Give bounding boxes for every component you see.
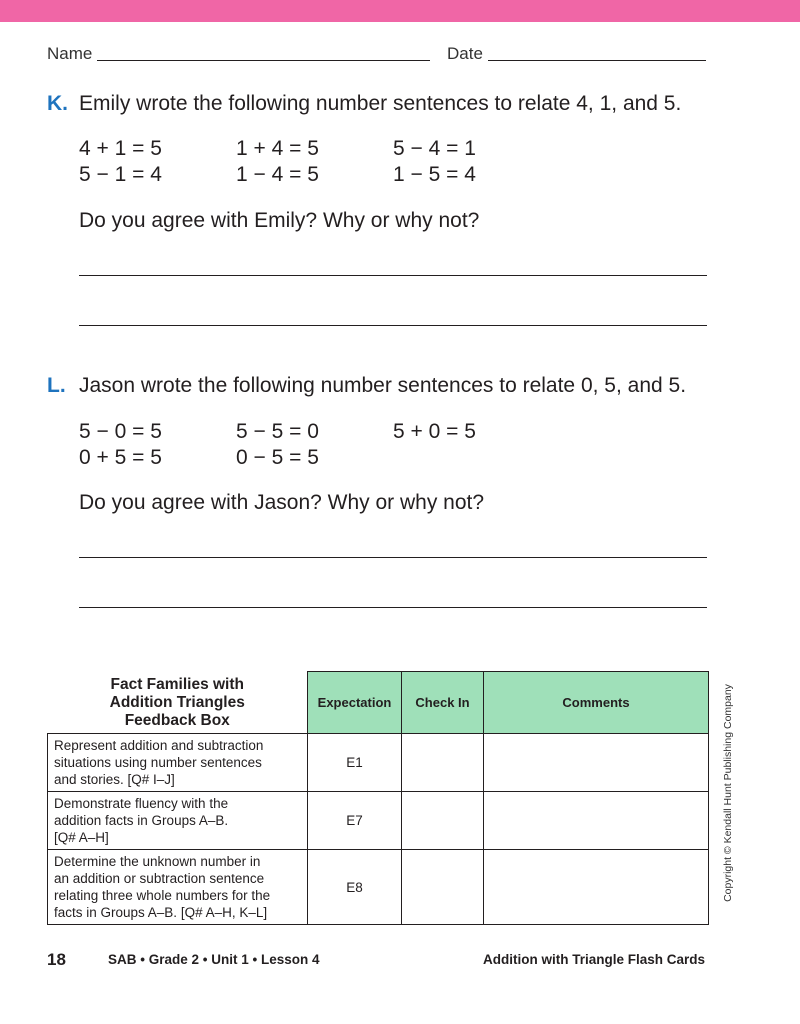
question-l-sentence: 0 − 5 = 5 xyxy=(236,446,319,469)
row-description-line: and stories. [Q# I–J] xyxy=(54,772,175,787)
feedback-box-table xyxy=(47,671,709,925)
row-description-line: situations using number sentences xyxy=(54,755,262,770)
question-l-sentence: 5 − 0 = 5 xyxy=(79,420,162,443)
row-description-line: an addition or subtraction sentence xyxy=(54,871,265,886)
question-k-sentence: 4 + 1 = 5 xyxy=(79,137,162,160)
row-expectation: E1 xyxy=(308,734,402,792)
row-description xyxy=(48,850,308,925)
page-number: 18 xyxy=(47,950,66,969)
name-line[interactable] xyxy=(97,60,430,61)
question-k-sentence: 1 + 4 = 5 xyxy=(236,137,319,160)
answer-line[interactable] xyxy=(79,557,707,558)
column-header-check-in: Check In xyxy=(402,672,484,734)
answer-line[interactable] xyxy=(79,275,707,276)
row-expectation: E8 xyxy=(308,850,402,925)
question-l-sentence: 5 + 0 = 5 xyxy=(393,420,476,443)
date-label: Date xyxy=(447,44,483,63)
feedback-box-title-line: Fact Families with xyxy=(110,676,244,694)
row-description-line: addition facts in Groups A–B. xyxy=(54,813,229,828)
question-l-sentence: 5 − 5 = 0 xyxy=(236,420,319,443)
row-description-line: [Q# A–H] xyxy=(54,830,109,845)
question-k-letter: K. xyxy=(47,92,68,115)
question-k-sentence: 1 − 4 = 5 xyxy=(236,163,319,186)
row-description-line: Determine the unknown number in xyxy=(54,854,261,869)
feedback-box-title xyxy=(48,672,308,734)
column-header-comments: Comments xyxy=(484,672,709,734)
question-l-sentence: 0 + 5 = 5 xyxy=(79,446,162,469)
comments-cell[interactable] xyxy=(484,734,709,792)
copyright-text: Copyright © Kendall Hunt Publishing Company xyxy=(722,684,734,902)
footer-course: SAB • Grade 2 • Unit 1 • Lesson 4 xyxy=(108,952,320,967)
top-color-band xyxy=(0,0,800,22)
row-description xyxy=(48,792,308,850)
question-l-prompt: Jason wrote the following number sentences to relate 0, 5, and 5. xyxy=(79,374,687,397)
check-in-cell[interactable] xyxy=(402,734,484,792)
question-k-sentence: 5 − 1 = 4 xyxy=(79,163,162,186)
row-description-line: Represent addition and subtraction xyxy=(54,738,264,753)
question-k-follow-up: Do you agree with Emily? Why or why not? xyxy=(79,209,480,232)
name-label: Name xyxy=(47,44,93,63)
question-k-prompt: Emily wrote the following number sentences to relate 4, 1, and 5. xyxy=(79,92,682,115)
question-l-follow-up: Do you agree with Jason? Why or why not? xyxy=(79,491,485,514)
row-description-line: facts in Groups A–B. [Q# A–H, K–L] xyxy=(54,905,268,920)
comments-cell[interactable] xyxy=(484,850,709,925)
check-in-cell[interactable] xyxy=(402,792,484,850)
question-k-sentence: 1 − 5 = 4 xyxy=(393,163,476,186)
footer-lesson-title: Addition with Triangle Flash Cards xyxy=(482,952,705,967)
row-description-line: Demonstrate fluency with the xyxy=(54,796,229,811)
comments-cell[interactable] xyxy=(484,792,709,850)
question-l-letter: L. xyxy=(47,374,66,397)
feedback-box-title-line: Addition Triangles xyxy=(109,694,245,712)
answer-line[interactable] xyxy=(79,325,707,326)
row-expectation: E7 xyxy=(308,792,402,850)
answer-line[interactable] xyxy=(79,607,707,608)
column-header-expectation: Expectation xyxy=(308,672,402,734)
question-k-sentence: 5 − 4 = 1 xyxy=(393,137,476,160)
row-description-line: relating three whole numbers for the xyxy=(54,888,271,903)
row-description xyxy=(48,734,308,792)
table-row xyxy=(48,792,709,850)
check-in-cell[interactable] xyxy=(402,850,484,925)
feedback-box-title-line: Feedback Box xyxy=(124,712,230,730)
table-row xyxy=(48,850,709,925)
table-row xyxy=(48,734,709,792)
date-line[interactable] xyxy=(488,60,706,61)
